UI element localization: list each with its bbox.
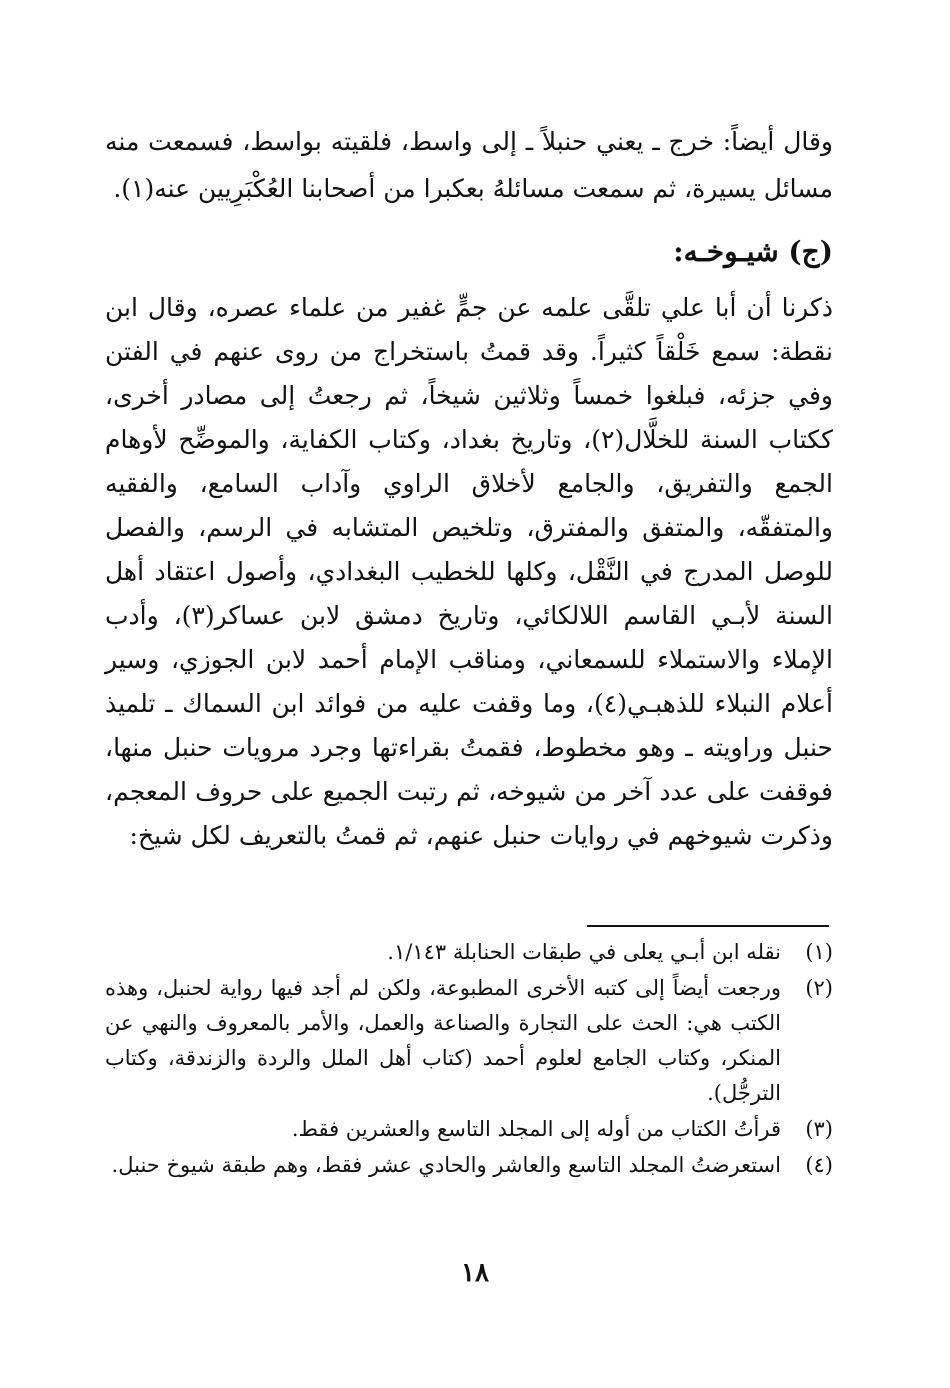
footnote-number: (٤) [805,1153,833,1177]
page-number: ١٨ [461,1258,489,1288]
footnote-text: ورجعت أيضاً إلى كتبه الأخرى المطبوعة، ولكن لم أجد فيها رواية لحنبل، وهذه الكتب هي: الحث على التجارة والصناعة والعمل، والأمر بالمعروف والنهي عن المنكر، وكتاب الجامع لعلوم أحمد (كتاب أهل الملل والردة والزندقة، وكتاب الترجُّل). [105,976,781,1105]
footnote-separator [587,925,829,927]
footnote-number: (٣) [805,1117,833,1141]
paragraph-1: وقال أيضاً: خرج ـ يعني حنبلاً ـ إلى واسط، فلقيته بواسط، فسمعت منه مسائل يسيرة، ثم سمعت مسائلهُ بعكبرا من أصحابنا العُكْبَرِيين عنه(١). [105,127,833,203]
footnote-number: (١) [805,940,833,964]
footnotes [105,935,833,1184]
footnote-1 [105,935,833,970]
section-heading: (ج) شيـوخـه: [673,235,833,268]
footnote-text: نقله ابن أبـي يعلى في طبقات الحنابلة ١/١٤٣. [387,940,781,964]
footnote-number: (٢) [805,976,833,1000]
footnote-text: قرأتُ الكتاب من أوله إلى المجلد التاسع والعشرين فقط. [291,1117,781,1141]
main-text [105,118,833,858]
footnote-4 [105,1148,833,1183]
footnote-text: استعرضتُ المجلد التاسع والعاشر والحادي عشر فقط، وهم طبقة شيوخ حنبل. [111,1153,781,1177]
footnote-2 [105,971,833,1111]
footnote-3 [105,1112,833,1147]
paragraph-2: ذكرنا أن أبا علي تلقَّى علمه عن جمٍّ غفير من علماء عصره، وقال ابن نقطة: سمع خَلْقاً كثيراً. وقد قمتُ باستخراج من روى عنهم في الفتن وفي جزئه، فبلغوا خمساً وثلاثين شيخاً، ثم رجعتُ إلى مصادر أخرى، ككتاب السنة للخلَّال(٢)، وتاريخ بغداد، وكتاب الكفاية، والموضِّح لأوهام الجمع والتفريق، والجامع لأخلاق الراوي وآداب السامع، والفقيه والمتفقّه، والمتفق والمفترق، وتلخيص المتشابه في الرسم، والفصل للوصل المدرج في النَّقْل، وكلها للخطيب البغدادي، وأصول اعتقاد أهل السنة لأبـي القاسم اللالكائي، وتاريخ دمشق لابن عساكر(٣)، وأدب الإملاء والاستملاء للسمعاني، ومناقب الإمام أحمد لابن الجوزي، وسير أعلام النبلاء للذهبـي(٤)، وما وقفت عليه من فوائد ابن السماك ـ تلميذ حنبل وراويته ـ وهو مخطوط، فقمتُ بقراءتها وجرد مرويات حنبل منها، فوقفت على عدد آخر من شيوخه، ثم رتبت الجميع على حروف المعجم، وذكرت شيوخهم في روايات حنبل عنهم، ثم قمتُ بالتعريف لكل شيخ: [105,293,833,850]
